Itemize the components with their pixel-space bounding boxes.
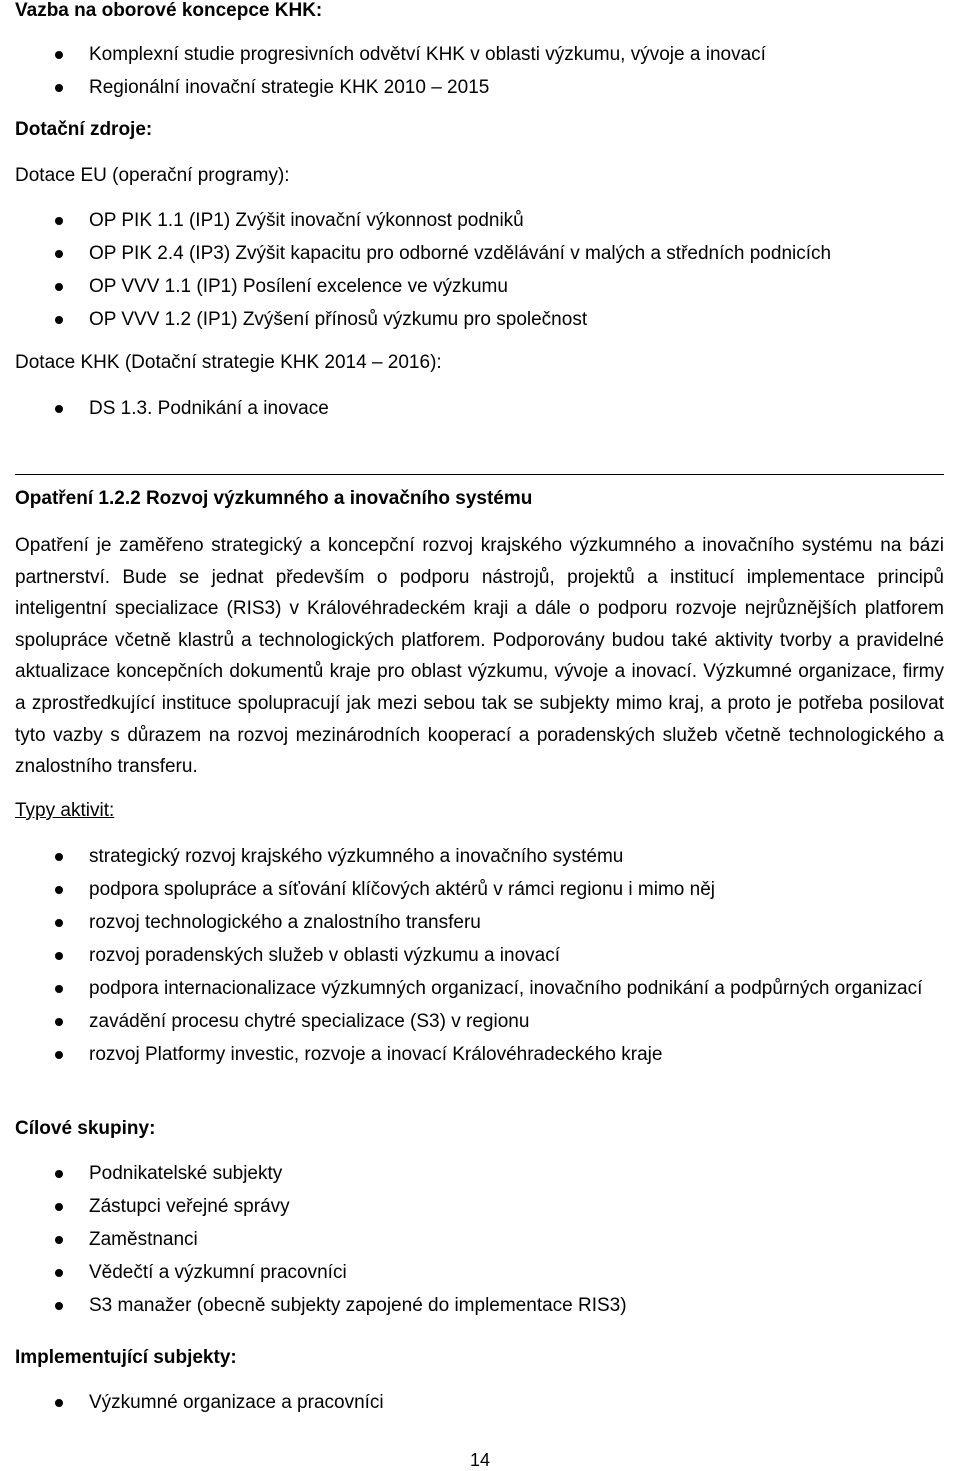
list-item: [0, 1256, 944, 1289]
list-item-text: DS 1.3. Podnikání a inovace: [89, 398, 329, 419]
list-item-text: Podnikatelské subjekty: [89, 1163, 283, 1184]
activities-heading: Typy aktivit:: [15, 800, 115, 821]
bullet-icon: [55, 84, 63, 92]
measure-paragraph: Opatření je zaměřeno strategický a koncepční rozvoj krajského výzkumného a inovačního systému na bázi partnerství. Bude se jednat především o podporu nástrojů, projektů a institucí implementace principů inteligentní specializace (RIS3) v Královéhradeckém kraji a dále o podporu rozvoje nejrůznějších platforem spolupráce včetně klastrů a technologických platforem. Podporovány budou také aktivity tvorby a pravidelné aktualizace koncepčních dokumentů kraje pro oblast výzkumu, vývoje a inovací. Výzkumné organizace, firmy a zprostředkující instituce spolupracují jak mezi sebou tak se subjekty mimo kraj, a proto je potřeba posilovat tyto vazby s důrazem na rozvoj mezinárodních kooperací a poradenských služeb včetně technologického a znalostního transferu.: [15, 535, 944, 778]
target-list: [0, 1157, 944, 1322]
bullet-icon: [55, 919, 63, 927]
list-item-text: rozvoj poradenských služeb v oblasti výzkumu a inovací: [89, 945, 561, 966]
list-item: [0, 1038, 944, 1071]
list-item: [0, 303, 944, 336]
list-item: [0, 840, 944, 873]
section-divider: [15, 474, 944, 475]
bullet-icon: [55, 250, 63, 258]
bullet-icon: [55, 1051, 63, 1059]
list-item: [0, 38, 944, 71]
list-item: [0, 270, 944, 303]
list-item-text: podpora internacionalizace výzkumných organizací, inovačního podnikání a podpůrných organizací: [89, 978, 923, 999]
impl-heading: Implementující subjekty:: [15, 1347, 237, 1368]
page-number: 14: [469, 1450, 491, 1470]
bullet-icon: [55, 51, 63, 59]
list-item: [0, 71, 944, 104]
list-item-text: Výzkumné organizace a pracovníci: [89, 1392, 384, 1413]
bullet-icon: [55, 405, 63, 413]
bullet-icon: [55, 985, 63, 993]
khk-list: [0, 392, 944, 425]
list-item: [0, 204, 944, 237]
list-item: [0, 1386, 944, 1419]
bullet-icon: [55, 886, 63, 894]
measure-heading: Opatření 1.2.2 Rozvoj výzkumného a inovačního systému: [15, 488, 533, 509]
list-item: [0, 237, 944, 270]
concept-list: [0, 38, 944, 104]
funding-heading: Dotační zdroje:: [15, 119, 153, 140]
list-item: [0, 873, 944, 906]
list-item-text: OP VVV 1.1 (IP1) Posílení excelence ve výzkumu: [89, 276, 508, 297]
activities-list: [0, 840, 944, 1071]
bullet-icon: [55, 952, 63, 960]
list-item: [0, 939, 944, 972]
bullet-icon: [55, 1399, 63, 1407]
bullet-icon: [55, 853, 63, 861]
bullet-icon: [55, 283, 63, 291]
list-item: [0, 1223, 944, 1256]
list-item-text: Regionální inovační strategie KHK 2010 – 2015: [89, 77, 490, 98]
bullet-icon: [55, 1018, 63, 1026]
bullet-icon: [55, 217, 63, 225]
list-item: [0, 392, 944, 425]
list-item: [0, 906, 944, 939]
list-item-text: S3 manažer (obecně subjekty zapojené do implementace RIS3): [89, 1295, 627, 1316]
bullet-icon: [55, 1170, 63, 1178]
list-item-text: rozvoj Platformy investic, rozvoje a inovací Královéhradeckého kraje: [89, 1044, 663, 1065]
list-item-text: zavádění procesu chytré specializace (S3) v regionu: [89, 1011, 530, 1032]
eu-list: [0, 204, 944, 336]
list-item-text: Vědečtí a výzkumní pracovníci: [89, 1262, 347, 1283]
list-item-text: podpora spolupráce a síťování klíčových aktérů v rámci regionu i mimo něj: [89, 879, 715, 900]
list-item-text: rozvoj technologického a znalostního transferu: [89, 912, 481, 933]
list-item-text: OP PIK 1.1 (IP1) Zvýšit inovační výkonnost podniků: [89, 210, 524, 231]
bullet-icon: [55, 1203, 63, 1211]
list-item-text: OP PIK 2.4 (IP3) Zvýšit kapacitu pro odborné vzdělávání v malých a středních podnicích: [89, 243, 832, 264]
list-item-text: Zástupci veřejné správy: [89, 1196, 290, 1217]
list-item-text: strategický rozvoj krajského výzkumného a inovačního systému: [89, 846, 624, 867]
target-heading: Cílové skupiny:: [15, 1118, 156, 1139]
list-item-text: Komplexní studie progresivních odvětví KHK v oblasti výzkumu, vývoje a inovací: [89, 44, 766, 65]
list-item-text: OP VVV 1.2 (IP1) Zvýšení přínosů výzkumu pro společnost: [89, 309, 588, 330]
list-item: [0, 1157, 944, 1190]
bullet-icon: [55, 316, 63, 324]
bullet-icon: [55, 1269, 63, 1277]
eu-heading: Dotace EU (operační programy):: [15, 165, 290, 186]
list-item: [0, 972, 944, 1005]
list-item: [0, 1190, 944, 1223]
khk-heading: Dotace KHK (Dotační strategie KHK 2014 – 2016):: [15, 352, 442, 373]
concept-heading: Vazba na oborové koncepce KHK:: [15, 0, 323, 21]
bullet-icon: [55, 1302, 63, 1310]
list-item: [0, 1005, 944, 1038]
bullet-icon: [55, 1236, 63, 1244]
impl-list: [0, 1386, 944, 1419]
list-item-text: Zaměstnanci: [89, 1229, 198, 1250]
list-item: [0, 1289, 944, 1322]
